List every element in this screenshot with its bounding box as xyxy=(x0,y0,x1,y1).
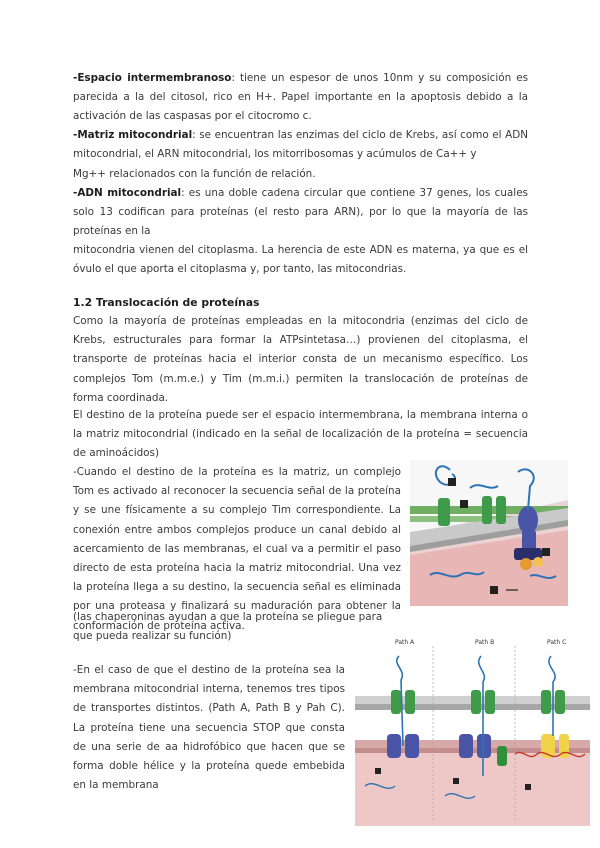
text-matriz-mitocondrial: : se encuentran las enzimas del ciclo de Krebs, así como el ADN mitocondrial, el ARN mitocondrial, los mitorribosomas y acúmulos de Ca++ y xyxy=(73,129,528,161)
paragraph-matriz-line2: Mg++ relacionados con la función de relación. xyxy=(73,168,316,180)
figure-tom-tim-matrix xyxy=(410,460,568,606)
paragraph-matriz-mitocondrial xyxy=(73,126,528,164)
paragraph-chaperoninas: (las chaperoninas ayudan a que la proteína se pliegue para que pueda realizar su función) xyxy=(73,611,383,643)
term-matriz-mitocondrial: -Matriz mitocondrial xyxy=(73,129,193,141)
paragraph-membrana-interna: -En el caso de que el destino de la proteína sea la membrana mitocondrial interna, tenemos tres tipos de transportes distintos. (Path A, Path B y Pah C). La proteína tiene una secuencia STOP que consta de una serie de aa hidrofóbico que hacen que se forma doble hélice y la proteína quede embebida en la membrana xyxy=(73,664,345,792)
path-a-label: Path A xyxy=(395,639,415,646)
term-adn-mitocondrial: -ADN mitocondrial xyxy=(73,187,182,199)
path-c-label: Path C xyxy=(547,639,567,646)
paragraph-espacio-intermembranoso xyxy=(73,69,528,127)
term-espacio-intermembranoso: -Espacio intermembranoso xyxy=(73,72,232,84)
figure-paths-svg xyxy=(355,636,590,826)
text-espacio-intermembranoso: : tiene un espesor de unos 10nm y su composición es parecida a la del citosol, rico en H+. Papel importante en la apoptosis debido a la activación de las caspasas por el citocromo c. xyxy=(73,72,528,123)
section-heading: 1.2 Translocación de proteínas xyxy=(73,296,260,309)
figure-paths-inner-membrane xyxy=(355,636,590,826)
paragraph-adn-line2: mitocondria vienen del citoplasma. La herencia de este ADN es materna, ya que es el óvulo el que aporta el citoplasma y, por tanto, las mitocondrias. xyxy=(73,244,528,276)
figure-tom-tim-svg xyxy=(410,460,568,606)
paragraph-matriz-destino: -Cuando el destino de la proteína es la matriz, un complejo Tom es activado al reconocer la secuencia señal de la proteína y se une físicamente a su complejo Tim correspondiente. La conexión entre ambos complejos produce un canal debido al acercamiento de las membranas, el cual va a permitir el paso directo de esta proteína hacia la matriz mitocondrial. Una vez la proteína llega a su destino, la secuencia señal es eliminada por una proteasa y finalizará su maduración para obtener la conformación de proteína activa. xyxy=(73,466,401,632)
paragraph-intro: Como la mayoría de proteínas empleadas en la mitocondria (enzimas del ciclo de Krebs, estructurales para formar la ATPsintetasa…) provienen del citoplasma, el transporte de proteínas hacia el interior consta de un mecanismo específico. Los complejos Tom (m.m.e.) y Tim (m.m.i.) permiten la translocación de proteínas de forma coordinada. xyxy=(73,315,528,404)
paragraph-destino: El destino de la proteína puede ser el espacio intermembrana, la membrana interna o la matriz mitocondrial (indicado en la señal de localización de la proteína = secuencia de aminoácidos) xyxy=(73,409,528,460)
path-b-label: Path B xyxy=(475,639,495,646)
paragraph-adn-mitocondrial xyxy=(73,184,528,242)
text-adn-mitocondrial: : es una doble cadena circular que contiene 37 genes, los cuales solo 13 codifican para proteínas (el resto para ARN), por lo que la mayoría de las proteínas en la xyxy=(73,187,528,238)
